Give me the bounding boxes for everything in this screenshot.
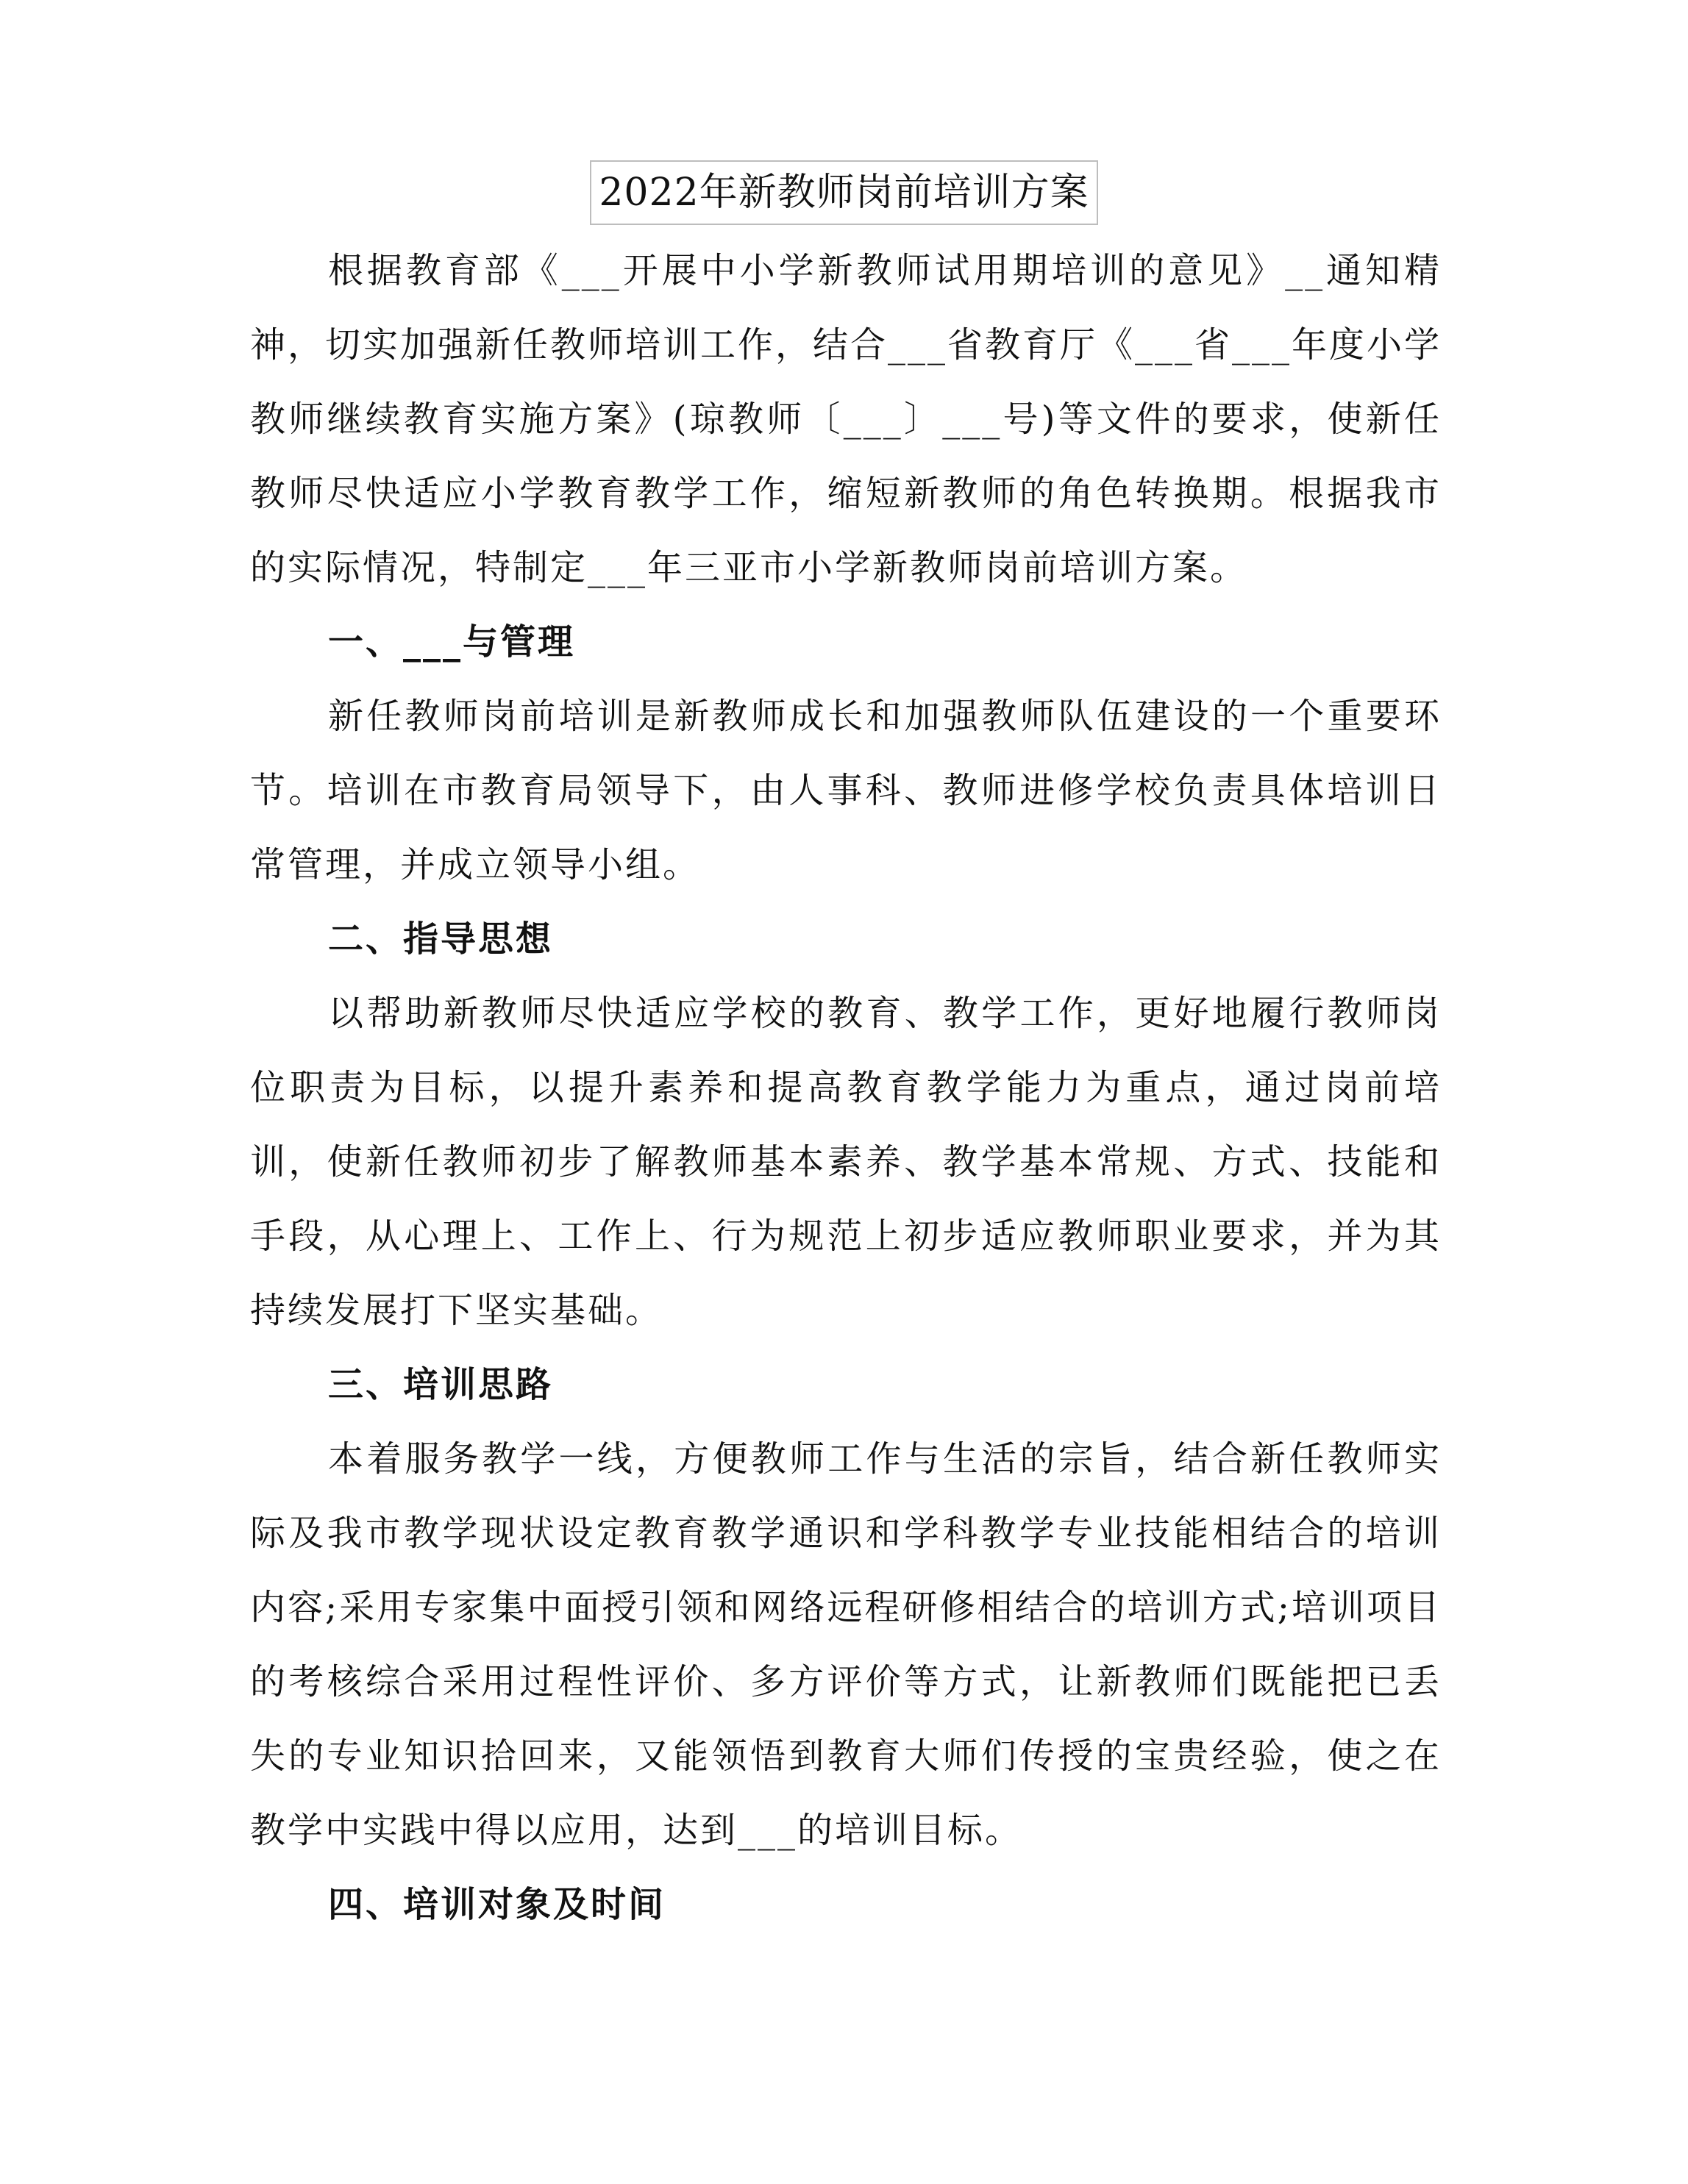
section-heading-1: 一、___与管理 bbox=[328, 621, 576, 663]
section-text-2: 以帮助新教师尽快适应学校的教育、教学工作，更好地履行教师岗位职责为目标，以提升素养和提高教育教学能力为重点，通过岗前培训，使新任教师初步了解教师基本素养、教学基本常规、方式、技能和手段，从心理上、工作上、行为规范上初步适应教师职业要求，并为其持续发展打下坚实基础。 bbox=[250, 993, 1442, 1331]
document-title: 2022年新教师岗前培训方案 bbox=[590, 160, 1097, 225]
section-heading-4: 四、培训对象及时间 bbox=[328, 1884, 666, 1925]
section-text-1: 新任教师岗前培训是新教师成长和加强教师队伍建设的一个重要环节。培训在市教育局领导下，由人事科、教师进修学校负责具体培训日常管理，并成立领导小组。 bbox=[250, 696, 1442, 885]
document-body bbox=[250, 234, 1442, 1942]
section-heading-2: 二、指导思想 bbox=[328, 918, 554, 960]
intro-paragraph: 根据教育部《___开展中小学新教师试用期培训的意见》__通知精神，切实加强新任教师培训工作，结合___省教育厅《___省___年度小学教师继续教育实施方案》(琼教师〔___〕___号)等文件的要求，使新任教师尽快适应小学教育教学工作，缩短新教师的角色转换期。根据我市的实际情况，特制定___年三亚市小学新教师岗前培训方案。 bbox=[250, 250, 1442, 588]
title-container bbox=[0, 160, 1688, 225]
section-text-3: 本着服务教学一线，方便教师工作与生活的宗旨，结合新任教师实际及我市教学现状设定教育教学通识和学科教学专业技能相结合的培训内容;采用专家集中面授引领和网络远程研修相结合的培训方式;培训项目的考核综合采用过程性评价、多方评价等方式，让新教师们既能把已丢失的专业知识拾回来，又能领悟到教育大师们传授的宝贵经验，使之在教学中实践中得以应用，达到___的培训目标。 bbox=[250, 1438, 1442, 1851]
section-heading-3: 三、培训思路 bbox=[328, 1364, 554, 1405]
